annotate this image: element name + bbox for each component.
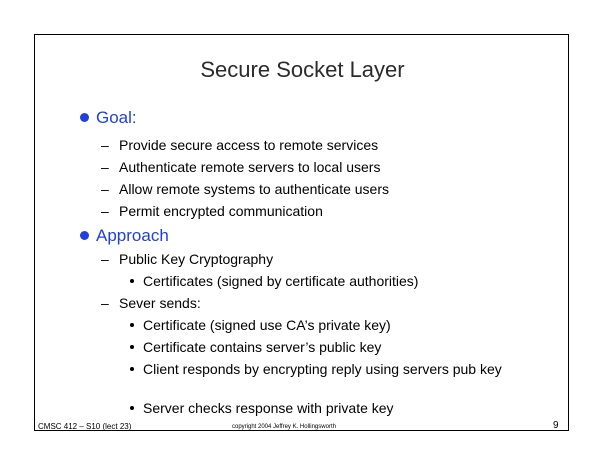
goal-item-text: Allow remote systems to authenticate users — [119, 181, 390, 197]
dash-marker: – — [101, 251, 109, 267]
approach-subitem-text: Certificate (signed use CA’s private key) — [143, 317, 391, 333]
approach-heading: Approach — [96, 226, 169, 245]
goal-item — [101, 158, 381, 176]
slide-title: Secure Socket Layer — [200, 57, 405, 82]
approach-item-text: Public Key Cryptography — [119, 251, 274, 267]
dash-marker: – — [101, 181, 109, 197]
approach-subitem-text: Client responds by encrypting reply using servers pub key — [143, 361, 502, 377]
goal-item-text: Provide secure access to remote services — [119, 137, 379, 153]
approach-item-text: Sever sends: — [119, 295, 201, 311]
dash-marker: – — [101, 295, 109, 311]
approach-item — [101, 250, 274, 268]
approach-subitem — [143, 399, 394, 417]
dash-marker: – — [101, 137, 109, 153]
approach-bullet-icon — [80, 231, 89, 240]
sub-bullet-icon — [130, 406, 134, 410]
sub-bullet-icon — [130, 367, 134, 371]
goal-bullet-icon — [80, 113, 89, 122]
approach-subitem — [143, 272, 418, 290]
sub-bullet-icon — [130, 345, 134, 349]
footer-course: CMSC 412 – S10 (lect 23) — [38, 422, 132, 431]
goal-item — [101, 136, 379, 154]
goal-item — [101, 202, 323, 220]
goal-item-text: Authenticate remote servers to local users — [119, 159, 381, 175]
dash-marker: – — [101, 203, 109, 219]
goal-item — [101, 180, 390, 198]
goal-heading: Goal: — [96, 108, 137, 127]
approach-subitem-text: Certificate contains server’s public key — [143, 339, 382, 355]
approach-item — [101, 294, 201, 312]
approach-subitem — [143, 360, 518, 378]
sub-bullet-icon — [130, 279, 134, 283]
goal-item-text: Permit encrypted communication — [119, 203, 323, 219]
sub-bullet-icon — [130, 323, 134, 327]
dash-marker: – — [101, 159, 109, 175]
footer-copyright: copyright 2004 Jeffrey K. Hollingsworth — [232, 424, 336, 430]
approach-subitem — [143, 338, 381, 356]
page-number: 9 — [553, 420, 559, 431]
approach-subitem — [143, 316, 391, 334]
approach-subitem-text: Certificates (signed by certificate authorities) — [143, 273, 419, 289]
approach-subitem-text: Server checks response with private key — [143, 400, 394, 416]
